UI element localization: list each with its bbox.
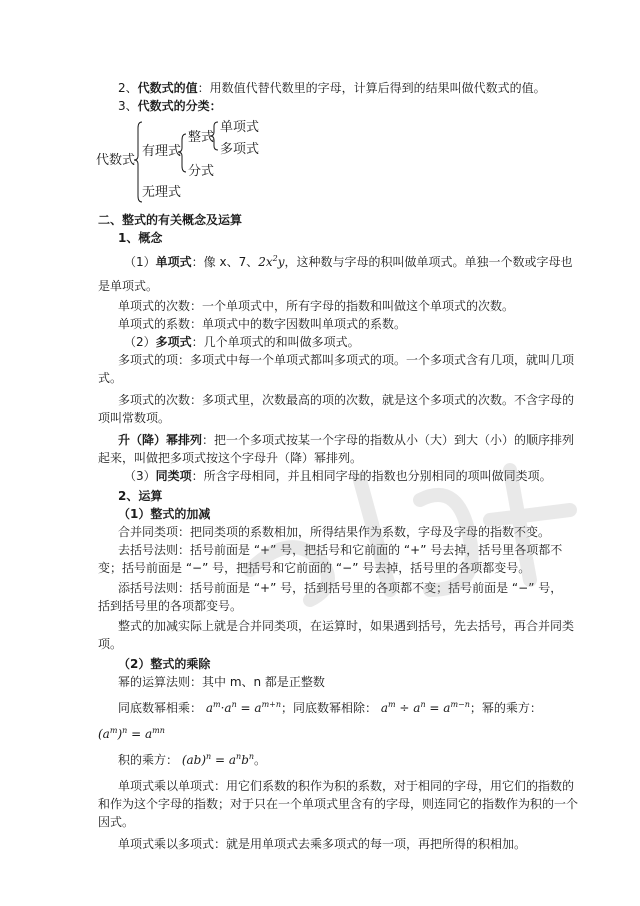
formula-part: ·a (220, 701, 232, 715)
item-lead: （3） (124, 469, 156, 483)
item-lead: （2） (124, 335, 156, 349)
tree-integral-label: 整式 (188, 130, 215, 145)
formula-part: = a (425, 701, 451, 715)
polynomial-degree-cont: 项叫常数项。 (98, 411, 171, 425)
ordering-body: ：把一个多项式按某一个字母的指数从小（大）到大（小）的顺序排列 (202, 433, 575, 447)
formula-exp: m−n (450, 700, 470, 709)
power-of-power-label: ；幂的乘方： (469, 701, 542, 715)
formula-part: a (380, 701, 389, 715)
polynomial-definition (124, 334, 360, 350)
expr-exponent: 2 (272, 254, 278, 263)
term-like-terms: 同类项 (155, 469, 192, 483)
polynomial-def: ：几个单项式的和叫做多项式。 (191, 335, 360, 349)
monomial-example-expr (258, 255, 284, 269)
same-base-divide-label: ；同底数幂相除： (281, 701, 378, 715)
like-terms-body: ：所含字母相同，并且相同字母的指数也分别相同的项叫做同类项。 (191, 469, 552, 483)
formula-product-power (182, 753, 254, 767)
multiply-divide-heading: （2）整式的乘除 (118, 657, 211, 671)
formula-part: ÷ a (395, 701, 421, 715)
formula-part: (a (98, 727, 110, 741)
monomial-post: ，这种数与字母的积叫做单项式。单独一个数或字母也 (284, 255, 573, 269)
add-subtract-summary-cont: 项。 (98, 637, 123, 651)
combine-like-terms: 合并同类项：把同类项的系数相加，所得结果作为系数，字母及字母的指数不变。 (118, 525, 551, 539)
formula-part: = a (236, 701, 262, 715)
term-value: 代数式的值 (137, 81, 198, 95)
term-classification: 代数式的分类： (137, 99, 222, 113)
item-number: 2、 (118, 81, 138, 95)
classification-heading (118, 98, 222, 114)
tree-fractional-label: 分式 (188, 164, 215, 179)
monomial-degree: 单项式的次数：一个单项式中，所有字母的指数和叫做这个单项式的次数。 (118, 299, 515, 313)
monomial-pre: ：像 x、7、 (191, 255, 259, 269)
value-definition (118, 80, 546, 96)
value-body: ：用数值代替代数里的字母，计算后得到的结果叫做代数式的值。 (197, 81, 546, 95)
tree-polynomial-label: 多项式 (220, 142, 260, 157)
add-subtract-summary: 整式的加减实际上就是合并同类项，在运算时，如果遇到括号，先去括号，再合并同类 (118, 619, 575, 633)
polynomial-terms-cont: 式。 (98, 371, 123, 385)
formula-exp: m (213, 700, 221, 709)
formula-same-base-multiply (206, 701, 281, 715)
term-monomial: 单项式 (155, 255, 192, 269)
power-ordering (118, 432, 574, 448)
same-base-multiply-label: 同底数幂相乘： (118, 701, 203, 715)
polynomial-degree: 多项式的次数：多项式里，次数最高的项的次数，就是这个多项式的次数。不含字母的 (118, 393, 575, 407)
formula-part: a (205, 701, 213, 715)
formula-end: 。 (254, 753, 267, 767)
formula-exp: m+n (261, 700, 282, 709)
formula-power-of-power (98, 727, 165, 741)
formula-exp: n (248, 752, 255, 761)
formula-part: b (241, 753, 249, 767)
formula-exp: mn (152, 726, 165, 735)
tree-irrational-label: 无理式 (142, 185, 182, 200)
item-number: 3、 (118, 99, 138, 113)
monomial-definition-cont: 是单项式。 (98, 279, 159, 293)
term-ordering: 升（降）幂排列 (118, 433, 203, 447)
formula-exp: m (388, 700, 396, 709)
product-power-line (118, 752, 266, 768)
power-ordering-cont: 起来，叫做把多项式按这个字母升（降）幂排列。 (98, 451, 363, 465)
operations-heading: 2、运算 (118, 489, 163, 503)
concept-heading: 1、概念 (118, 231, 163, 245)
remove-brackets-rule-cont: 变；括号前面是 “−” 号，把括号和它前面的 “−” 号去掉，括号里的各项都变号。 (98, 561, 531, 575)
add-brackets-rule: 添括号法则：括号前面是 “+” 号，括到括号里的各项都不变；括号前面是 “−” 号， (118, 581, 563, 595)
add-subtract-heading: （1）整式的加减 (118, 507, 211, 521)
remove-brackets-rule: 去括号法则：括号前面是 “+” 号，把括号和它前面的 “+” 号去掉，括号里各项都不 (118, 543, 563, 557)
product-power-label: 积的乘方： (118, 753, 179, 767)
formula-part: = a (127, 727, 153, 741)
add-brackets-rule-cont: 括到括号里的各项都变号。 (98, 599, 243, 613)
tree-rational-label: 有理式 (142, 144, 182, 159)
classification-tree (96, 118, 296, 206)
expr-part: 2x (258, 255, 273, 269)
mono-times-mono-rule-end: 因式。 (98, 815, 135, 829)
outer-brace (134, 122, 142, 202)
mono-times-mono-rule: 单项式乘以单项式：用它们系数的积作为积的系数，对于相同的字母，用它们的指数的 (118, 779, 575, 793)
tree-monomial-label: 单项式 (220, 120, 260, 135)
formula-exp: n (231, 700, 237, 709)
formula-exp: n (122, 726, 128, 735)
item-lead: （1） (124, 255, 156, 269)
formula-part: = a (211, 753, 237, 767)
tree-root-label: 代数式 (96, 153, 136, 168)
section-title: 二、整式的有关概念及运算 (98, 213, 243, 227)
power-rules-intro: 幂的运算法则：其中 m、n 都是正整数 (118, 675, 325, 689)
formula-exp: n (420, 700, 426, 709)
mono-times-poly-rule: 单项式乘以多项式：就是用单项式去乘多项式的每一项，再把所得的积相加。 (118, 837, 527, 851)
formula-part: (ab) (181, 753, 207, 767)
term-polynomial: 多项式 (155, 335, 192, 349)
formula-part: ) (117, 727, 123, 741)
expr-part: y (277, 255, 285, 269)
polynomial-terms: 多项式的项：多项式中每一个单项式都叫多项式的项。一个多项式含有几项，就叫几项 (118, 353, 575, 367)
like-terms-definition (124, 468, 552, 484)
monomial-definition (124, 254, 573, 270)
formula-exp: n (236, 752, 242, 761)
monomial-coefficient: 单项式的系数：单项式中的数字因数叫单项式的系数。 (118, 317, 407, 331)
power-formulas-line (118, 700, 542, 716)
formula-same-base-divide (381, 701, 470, 715)
formula-exp: n (206, 752, 212, 761)
power-of-power-formula-line (98, 726, 165, 742)
formula-exp: m (109, 726, 118, 735)
mono-times-mono-rule-cont: 和作为这个字母的指数；对于只在一个单项式里含有的字母，则连同它的指数作为积的一个 (98, 797, 579, 811)
